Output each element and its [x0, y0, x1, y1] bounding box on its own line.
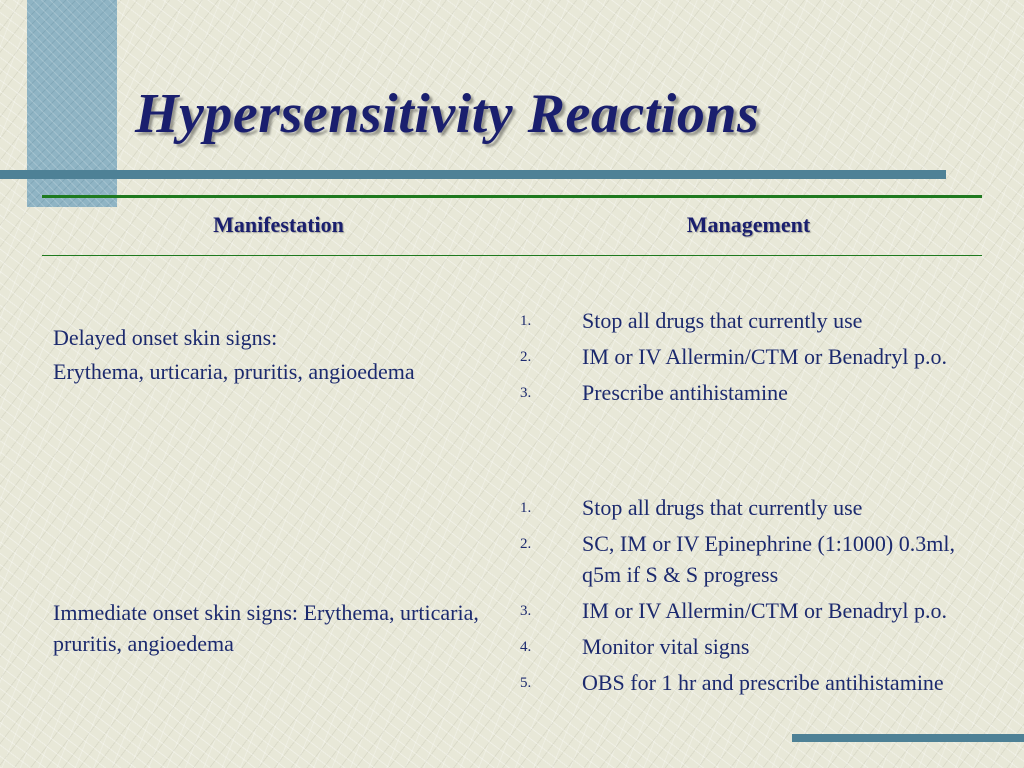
management-list — [520, 305, 980, 413]
item-number: 3. — [520, 385, 532, 401]
top-accent-bar — [0, 170, 946, 179]
management-item — [520, 631, 980, 662]
column-header-management: Management — [686, 212, 811, 237]
manifestation-text: Delayed onset skin signs: — [53, 325, 278, 350]
management-item — [520, 305, 980, 336]
item-text: Monitor vital signs — [582, 634, 750, 659]
item-number: 4. — [520, 639, 532, 655]
management-item — [520, 492, 980, 523]
bottom-accent-bar — [792, 734, 1024, 742]
item-number: 1. — [520, 313, 532, 329]
manifestation-cell — [53, 597, 503, 659]
management-item — [520, 377, 980, 408]
item-number: 1. — [520, 500, 532, 516]
item-number: 2. — [520, 536, 532, 552]
item-number: 3. — [520, 603, 532, 619]
item-text: OBS for 1 hr and prescribe antihistamine — [582, 670, 944, 695]
management-item — [520, 528, 980, 590]
item-text: SC, IM or IV Epinephrine (1:1000) 0.3ml, q5m if S & S progress — [582, 531, 955, 587]
item-text: Stop all drugs that currently use — [582, 308, 863, 333]
item-text: Prescribe antihistamine — [582, 380, 788, 405]
item-text: Stop all drugs that currently use — [582, 495, 863, 520]
title-divider — [42, 195, 982, 198]
management-item — [520, 595, 980, 626]
management-list — [520, 492, 980, 703]
slide-title: Hypersensitivity Reactions — [135, 83, 760, 145]
item-number: 5. — [520, 675, 532, 691]
item-text: IM or IV Allermin/CTM or Benadryl p.o. — [582, 598, 947, 623]
header-divider — [42, 255, 982, 256]
item-number: 2. — [520, 349, 532, 365]
column-header-manifestation: Manifestation — [213, 212, 344, 237]
management-item — [520, 667, 980, 698]
manifestation-text: Immediate onset skin signs: Erythema, urticaria, pruritis, angioedema — [53, 600, 479, 656]
management-item — [520, 341, 980, 372]
item-text: IM or IV Allermin/CTM or Benadryl p.o. — [582, 344, 947, 369]
manifestation-text: Erythema, urticaria, pruritis, angioedema — [53, 359, 415, 384]
manifestation-cell — [53, 322, 503, 387]
